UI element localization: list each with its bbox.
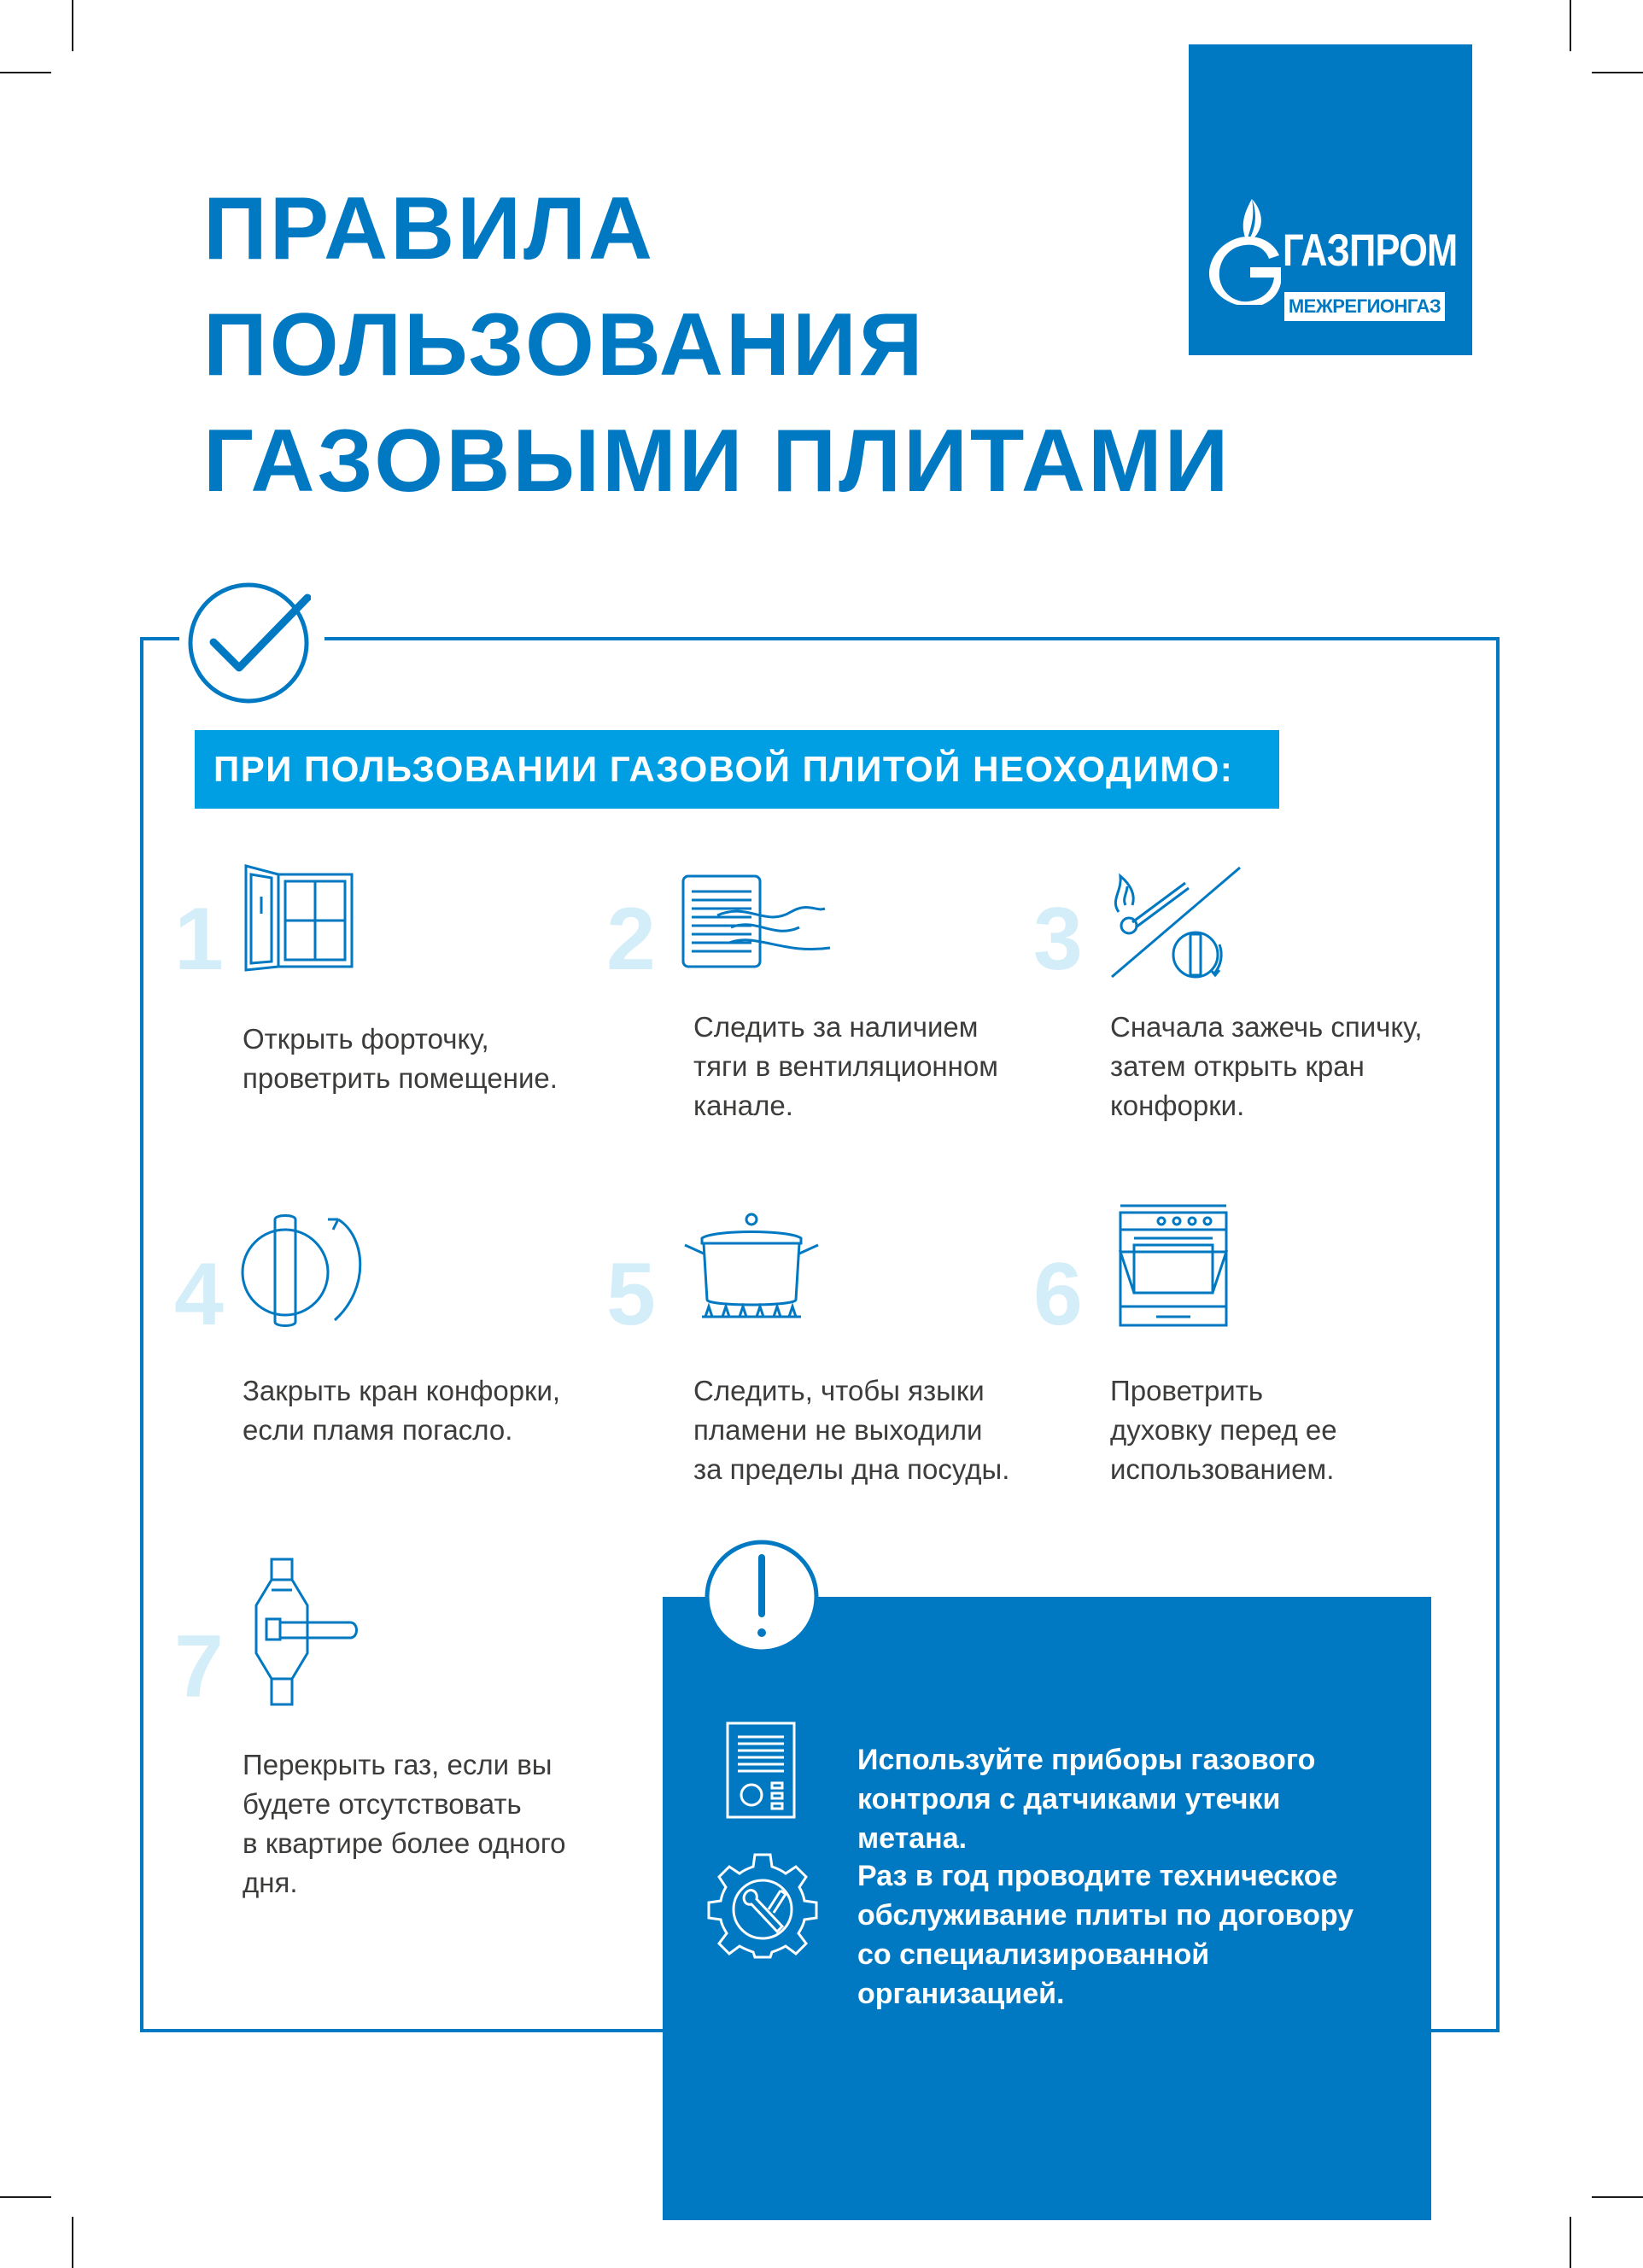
step-text xyxy=(243,1020,601,1098)
warning-line: Раз в год проводите техническое xyxy=(857,1860,1338,1892)
crop-mark xyxy=(1570,2217,1571,2268)
title-line: ГАЗОВЫМИ ПЛИТАМИ xyxy=(203,412,1231,511)
step-line: Следить, чтобы языки xyxy=(693,1375,985,1406)
crop-mark xyxy=(1570,0,1571,51)
step-text xyxy=(243,1371,601,1450)
service-gear-icon xyxy=(707,1850,818,1961)
step-number: 3 xyxy=(1033,890,1083,989)
step-line: Следить за наличием xyxy=(693,1011,979,1043)
logo-brand: ГАЗПРОМ xyxy=(1283,225,1458,276)
step-line: Сначала зажечь спичку, xyxy=(1110,1011,1423,1043)
match-and-knob-icon xyxy=(1107,862,1243,982)
step-line: если пламя погасло. xyxy=(243,1414,513,1446)
warning-line: со специализированной организацией. xyxy=(857,1938,1210,2010)
step-text xyxy=(1110,1371,1469,1489)
step-number: 7 xyxy=(174,1617,224,1716)
step-number: 5 xyxy=(606,1245,656,1344)
step-line: Перекрыть газ, если вы xyxy=(243,1749,553,1780)
gazprom-logo xyxy=(1189,44,1472,355)
section-banner: ПРИ ПОЛЬЗОВАНИИ ГАЗОВОЙ ПЛИТОЙ НЕОХОДИМО: xyxy=(195,730,1279,809)
warning-line: Используйте приборы газового xyxy=(857,1744,1316,1776)
step-number: 6 xyxy=(1033,1245,1083,1344)
logo-sub: МЕЖРЕГИОНГАЗ xyxy=(1284,292,1445,321)
step-line: духовку перед ее xyxy=(1110,1414,1337,1446)
step-line: канале. xyxy=(693,1090,793,1121)
crop-mark xyxy=(72,0,73,51)
warning-line: обслуживание плиты по договору xyxy=(857,1899,1354,1932)
window-icon xyxy=(241,862,357,973)
crop-mark xyxy=(1592,72,1643,73)
crop-mark xyxy=(0,72,51,73)
exclamation-icon xyxy=(702,1537,822,1657)
knob-rotate-icon xyxy=(237,1211,371,1329)
step-line: тяги в вентиляционном xyxy=(693,1050,998,1082)
step-number: 1 xyxy=(174,890,224,989)
crop-mark xyxy=(72,2217,73,2268)
crop-mark xyxy=(1592,2196,1643,2198)
step-line: будете отсутствовать xyxy=(243,1788,522,1820)
warning-line: контроля с датчиками утечки метана. xyxy=(857,1783,1281,1855)
step-line: использованием. xyxy=(1110,1453,1335,1485)
step-line: Открыть форточку, xyxy=(243,1023,489,1055)
step-line: дня. xyxy=(243,1867,298,1898)
flame-g-icon xyxy=(1206,194,1291,305)
gas-valve-icon xyxy=(253,1556,359,1710)
step-number: 2 xyxy=(606,890,656,989)
step-line: конфорки. xyxy=(1110,1090,1245,1121)
ventilation-icon xyxy=(680,871,833,973)
title-line: ПРАВИЛА xyxy=(203,179,656,278)
step-line: в квартире более одного xyxy=(243,1827,566,1859)
oven-icon xyxy=(1115,1201,1231,1330)
step-line: пламени не выходили xyxy=(693,1414,983,1446)
step-text xyxy=(693,1371,1052,1489)
step-line: затем открыть кран xyxy=(1110,1050,1365,1082)
step-text xyxy=(1110,1008,1469,1125)
page-title xyxy=(203,171,1231,519)
title-line: ПОЛЬЗОВАНИЯ xyxy=(203,295,926,395)
step-text xyxy=(693,1008,1052,1125)
step-line: Закрыть кран конфорки, xyxy=(243,1375,561,1406)
warning-text xyxy=(857,1740,1387,1858)
step-text xyxy=(243,1745,601,1903)
gas-detector-icon xyxy=(724,1720,798,1821)
step-line: проветрить помещение. xyxy=(243,1062,558,1094)
crop-mark xyxy=(0,2196,51,2198)
warning-text xyxy=(857,1856,1387,2014)
step-line: за пределы дна посуды. xyxy=(693,1453,1010,1485)
step-line: Проветрить xyxy=(1110,1375,1264,1406)
checkmark-icon xyxy=(186,581,311,705)
pot-on-burner-icon xyxy=(680,1211,825,1327)
step-number: 4 xyxy=(174,1245,224,1344)
